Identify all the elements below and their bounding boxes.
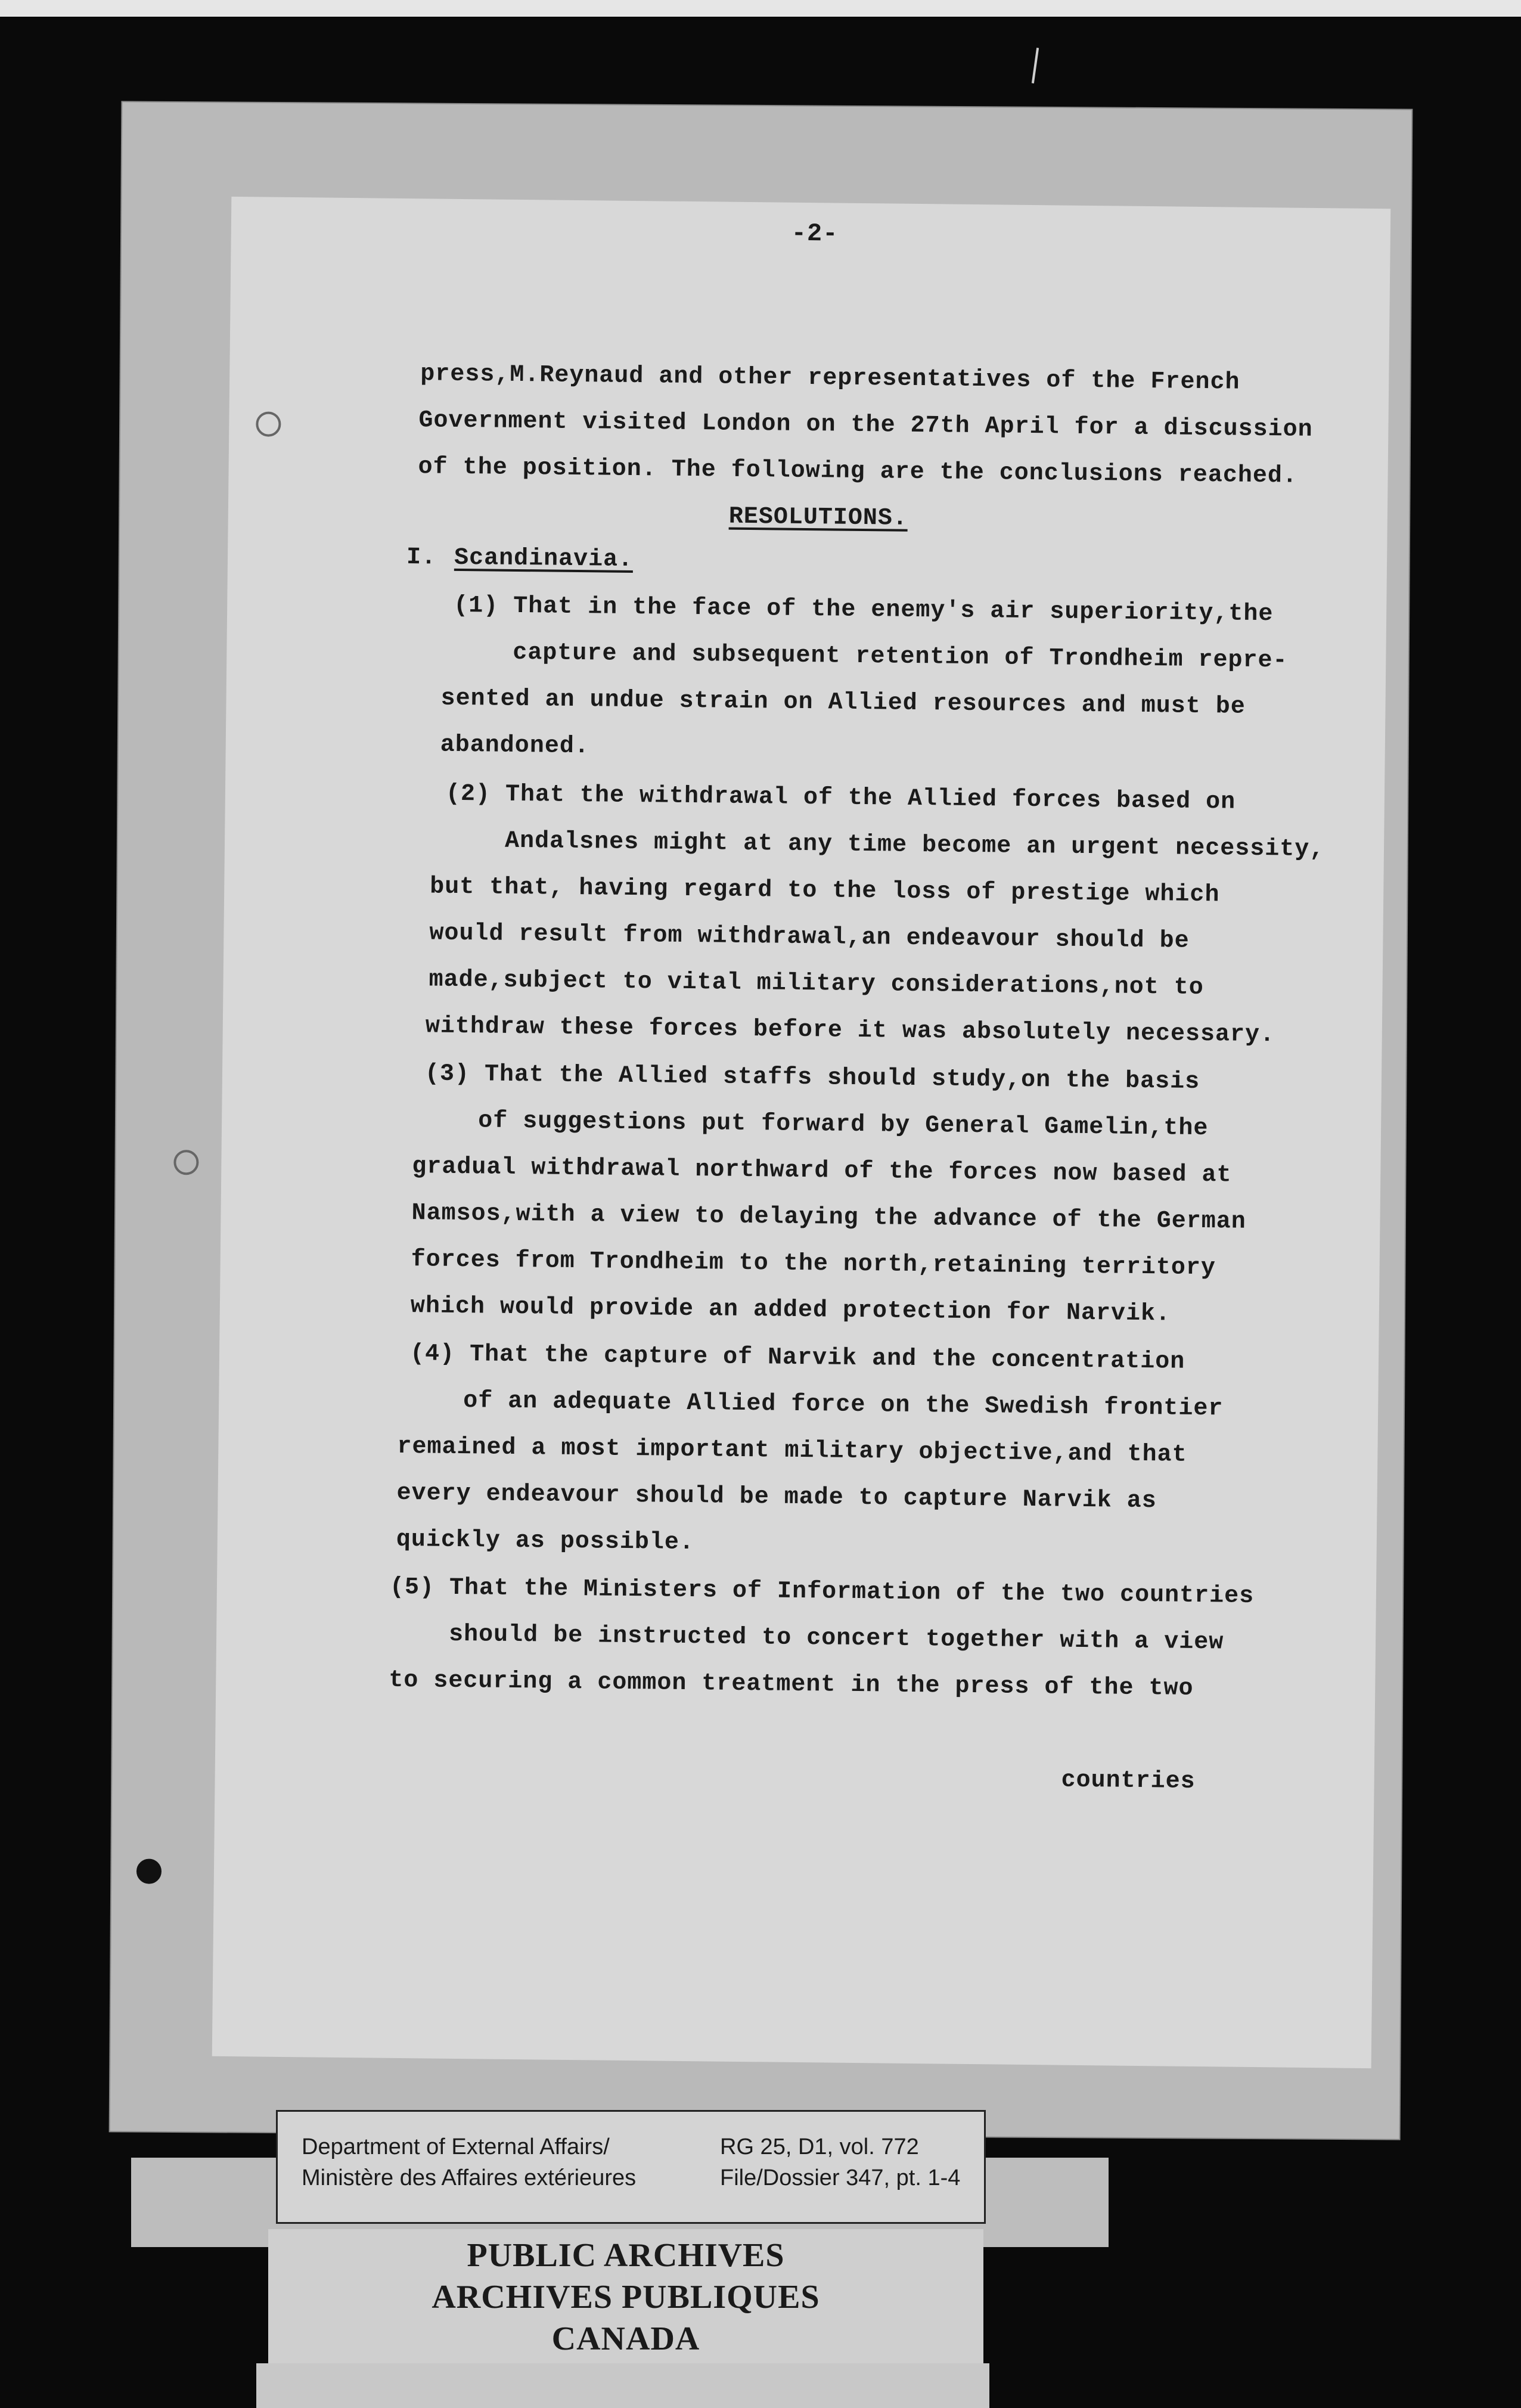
text-line: Government visited London on the 27th April for a discussion — [418, 407, 1313, 443]
archive-mount-bottom — [256, 2363, 989, 2408]
paragraph-line: abandoned. — [440, 731, 590, 761]
paragraph-line: withdraw these forces before it was absolutely necessary. — [425, 1013, 1275, 1049]
paragraph-line: of suggestions put forward by General Gamelin,the — [477, 1107, 1209, 1143]
document-page — [212, 197, 1391, 2068]
text-line: press,M.Reynaud and other representatives of the French — [420, 361, 1240, 396]
paragraph-line: gradual withdrawal northward of the forces now based at — [412, 1153, 1232, 1189]
record-group-reference: RG 25, D1, vol. 772 — [720, 2134, 919, 2159]
section-heading: RESOLUTIONS. — [728, 503, 908, 532]
paragraph-line: (5) That the Ministers of Information of the two countries — [389, 1574, 1255, 1610]
department-french: Ministère des Affaires extérieures — [302, 2165, 637, 2190]
stamp-line-french: ARCHIVES PUBLIQUES — [432, 2279, 820, 2316]
paragraph-line: should be instructed to concert together with a view — [448, 1621, 1224, 1656]
archives-stamp — [268, 2229, 983, 2366]
document-body — [212, 197, 1391, 2068]
department-english: Department of External Affairs/ — [302, 2134, 610, 2159]
paragraph-line: (2) That the withdrawal of the Allied forces based on — [445, 780, 1236, 816]
page-number: -2- — [791, 219, 839, 249]
stamp-line-country: CANADA — [551, 2320, 700, 2357]
paragraph-line: but that, having regard to the loss of prestige which — [430, 873, 1220, 909]
paragraph-line: (4) That the capture of Narvik and the concentration — [409, 1340, 1185, 1376]
section-number: I. — [406, 544, 437, 572]
film-top-edge — [0, 0, 1521, 17]
film-scratch — [1032, 48, 1039, 83]
paragraph-line: made,subject to vital military considerations,not to — [429, 966, 1205, 1002]
archive-reference-label — [276, 2110, 986, 2224]
paragraph-line: forces from Trondheim to the north,retaining territory — [411, 1246, 1216, 1282]
paragraph-line: would result from withdrawal,an endeavour should be — [429, 920, 1190, 955]
paragraph-line: quickly as possible. — [396, 1526, 695, 1557]
section-title: Scandinavia. — [454, 544, 634, 573]
catchword: countries — [1061, 1767, 1196, 1795]
paragraph-line: sented an undue strain on Allied resources and must be — [440, 685, 1246, 721]
paragraph-line: Andalsnes might at any time become an urgent necessity, — [504, 827, 1325, 864]
paragraph-line: capture and subsequent retention of Trondheim repre- — [513, 639, 1288, 675]
paragraph-line: to securing a common treatment in the press of the two — [389, 1667, 1194, 1702]
paragraph-line: every endeavour should be made to capture Narvik as — [396, 1479, 1157, 1515]
file-reference: File/Dossier 347, pt. 1-4 — [720, 2165, 961, 2190]
punch-hole-icon — [173, 1150, 198, 1175]
paragraph-line: which would provide an added protection for Narvik. — [410, 1293, 1171, 1328]
stamp-line-english: PUBLIC ARCHIVES — [467, 2237, 785, 2274]
paragraph-line: of an adequate Allied force on the Swedish frontier — [463, 1388, 1224, 1423]
paragraph-line: (1) That in the face of the enemy's air superiority,the — [453, 592, 1274, 628]
paragraph-line: Namsos,with a view to delaying the advance of the German — [411, 1200, 1246, 1236]
text-line: of the position. The following are the conclusions reached. — [418, 454, 1298, 490]
paragraph-line: (3) That the Allied staffs should study,on the basis — [424, 1060, 1200, 1096]
paragraph-line: remained a most important military objective,and that — [397, 1433, 1187, 1469]
punch-hole-icon — [136, 1858, 162, 1883]
